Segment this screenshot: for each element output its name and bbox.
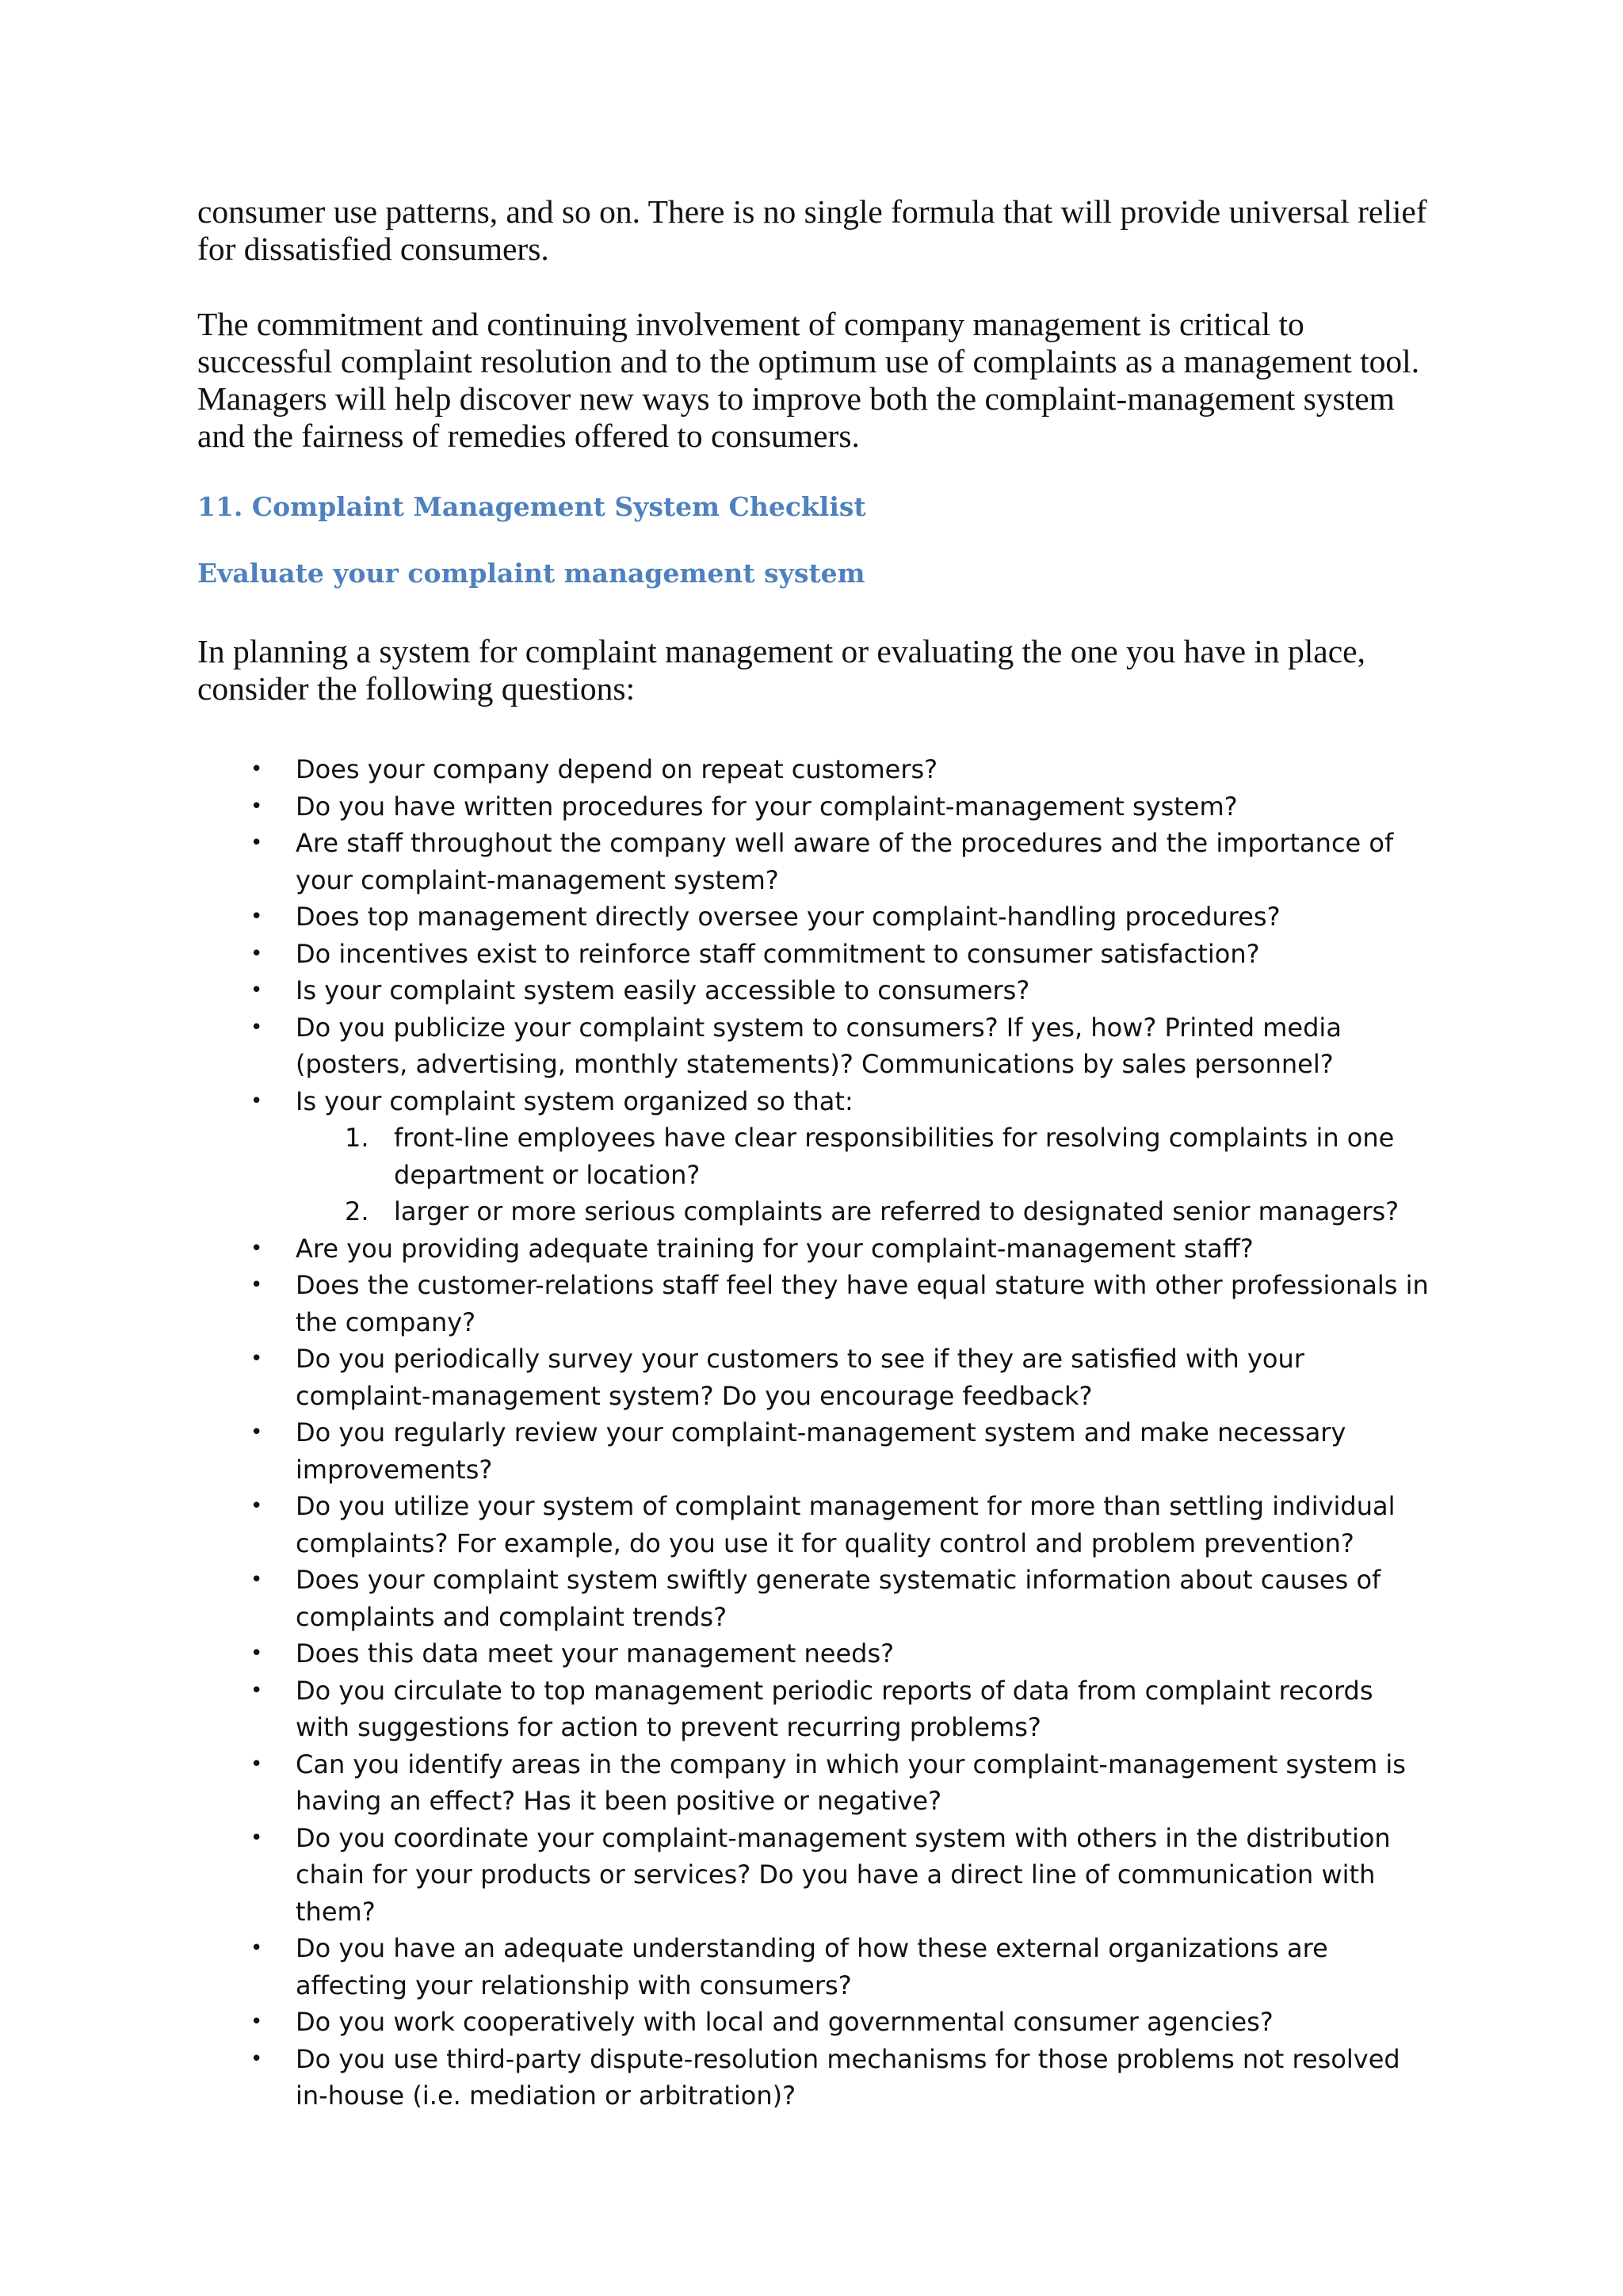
list-item-text: Do you circulate to top management periodic reports of data from complaint records with suggestions for action to prevent recurring problems?: [296, 1675, 1373, 1742]
list-item-text: Is your complaint system easily accessible to consumers?: [296, 975, 1030, 1005]
list-item-text: Do you use third-party dispute-resolution mechanisms for those problems not resolved in-house (i.e. mediation or arbitration)?: [296, 2043, 1400, 2111]
list-item-text: Do you work cooperatively with local and governmental consumer agencies?: [296, 2007, 1274, 2037]
bullet-icon: •: [250, 905, 263, 929]
bullet-icon: •: [250, 1936, 263, 1960]
list-item: [197, 751, 1434, 788]
list-item: [197, 825, 1434, 898]
list-item: [197, 972, 1434, 1009]
numbered-sublist: [296, 1119, 1434, 1230]
list-item-text: Do you have written procedures for your complaint-management system?: [296, 791, 1238, 822]
list-item: [197, 936, 1434, 973]
list-item: [197, 1488, 1434, 1562]
bullet-icon: •: [250, 1347, 263, 1371]
sublist-item: [296, 1119, 1434, 1193]
list-item-text: Do you regularly review your complaint-management system and make necessary improvements?: [296, 1417, 1346, 1485]
list-item: [197, 788, 1434, 826]
bullet-icon: •: [250, 1236, 263, 1261]
list-item-text: Do you utilize your system of complaint management for more than settling individual complaints? For example, do you use it for quality control and problem prevention?: [296, 1491, 1396, 1558]
list-item-text: Are staff throughout the company well aware of the procedures and the importance of your complaint-management system?: [296, 828, 1394, 895]
bullet-icon: •: [250, 757, 263, 781]
bullet-icon: •: [250, 1752, 263, 1776]
list-item: [197, 1009, 1434, 1083]
list-item-text: Do you coordinate your complaint-management system with others in the distribution chain for your products or services? Do you have a direct line of communication with them?: [296, 1822, 1391, 1927]
intro-paragraph: In planning a system for complaint management or evaluating the one you have in place, consider the following questions:: [197, 633, 1365, 707]
bullet-icon: •: [250, 1825, 263, 1850]
bullet-icon: •: [250, 831, 263, 855]
list-item-text: Do you have an adequate understanding of how these external organizations are affecting your relationship with consumers?: [296, 1933, 1328, 2000]
bullet-icon: •: [250, 794, 263, 818]
bullet-icon: •: [250, 1642, 263, 1665]
list-item: [197, 1083, 1434, 1230]
list-item-text: Does the customer-relations staff feel they have equal stature with other professionals in the company?: [296, 1270, 1429, 1337]
sublist-item-text: front-line employees have clear responsibilities for resolving complaints in one department or location?: [394, 1123, 1395, 1190]
list-item-text: Does your complaint system swiftly generate systematic information about causes of complaints and complaint trends?: [296, 1565, 1381, 1632]
bullet-icon: •: [250, 1678, 263, 1703]
list-item-text: Can you identify areas in the company in which your complaint-management system is having an effect? Has it been positive or negative?: [296, 1749, 1406, 1816]
list-item: [197, 1820, 1434, 1931]
sublist-item-text: larger or more serious complaints are referred to designated senior managers?: [394, 1196, 1400, 1226]
sublist-number: 2.: [345, 1196, 369, 1226]
list-item: [197, 1635, 1434, 1672]
bullet-icon: •: [250, 1568, 263, 1592]
bullet-icon: •: [250, 941, 263, 966]
list-item-text: Do you periodically survey your customers to see if they are satisfied with your complaint-management system? Do you encourage feedback?: [296, 1344, 1304, 1411]
body-paragraph: consumer use patterns, and so on. There is no single formula that will provide universal relief for dissatisfied consumers.: [197, 193, 1427, 267]
list-item-text: Does this data meet your management needs?: [296, 1638, 895, 1669]
list-item-text: Do you publicize your complaint system to consumers? If yes, how? Printed media (posters, advertising, monthly statements)? Communications by sales personnel?: [296, 1012, 1342, 1079]
list-item: [197, 1341, 1434, 1414]
bullet-icon: •: [250, 1494, 263, 1518]
bullet-icon: •: [250, 1089, 263, 1113]
list-item: [197, 1562, 1434, 1635]
list-item: [197, 898, 1434, 936]
list-item: [197, 1672, 1434, 1746]
bullet-icon: •: [250, 2046, 263, 2071]
list-item: [197, 1267, 1434, 1341]
section-heading: 11. Complaint Management System Checklist: [197, 491, 866, 522]
body-paragraph: The commitment and continuing involvement of company management is critical to successful complaint resolution and to the optimum use of complaints as a management tool. Managers will help discover new ways to improve both the complaint-management system and the fairness of remedies offered to consumers.: [197, 306, 1420, 454]
list-item: [197, 1414, 1434, 1488]
bullet-icon: •: [250, 1273, 263, 1297]
bullet-icon: •: [250, 1421, 263, 1444]
list-item-text: Are you providing adequate training for your complaint-management staff?: [296, 1233, 1254, 1264]
sub-heading: Evaluate your complaint management system: [197, 558, 865, 589]
checklist: [197, 751, 1434, 2115]
list-item: [197, 2004, 1434, 2041]
sublist-item: [296, 1193, 1434, 1230]
bullet-icon: •: [250, 2010, 263, 2034]
list-item: [197, 1930, 1434, 2004]
list-item-text: Do incentives exist to reinforce staff commitment to consumer satisfaction?: [296, 938, 1260, 969]
bullet-icon: •: [250, 978, 263, 1002]
page-content: [197, 193, 1434, 2115]
list-item-text: Is your complaint system organized so that:: [296, 1085, 854, 1116]
list-item: [197, 1230, 1434, 1268]
list-item: [197, 1746, 1434, 1820]
list-item-text: Does your company depend on repeat customers?: [296, 754, 938, 784]
list-item-text: Does top management directly oversee your complaint-handling procedures?: [296, 902, 1281, 932]
list-item: [197, 2041, 1434, 2115]
sublist-number: 1.: [345, 1123, 369, 1153]
bullet-icon: •: [250, 1015, 263, 1039]
